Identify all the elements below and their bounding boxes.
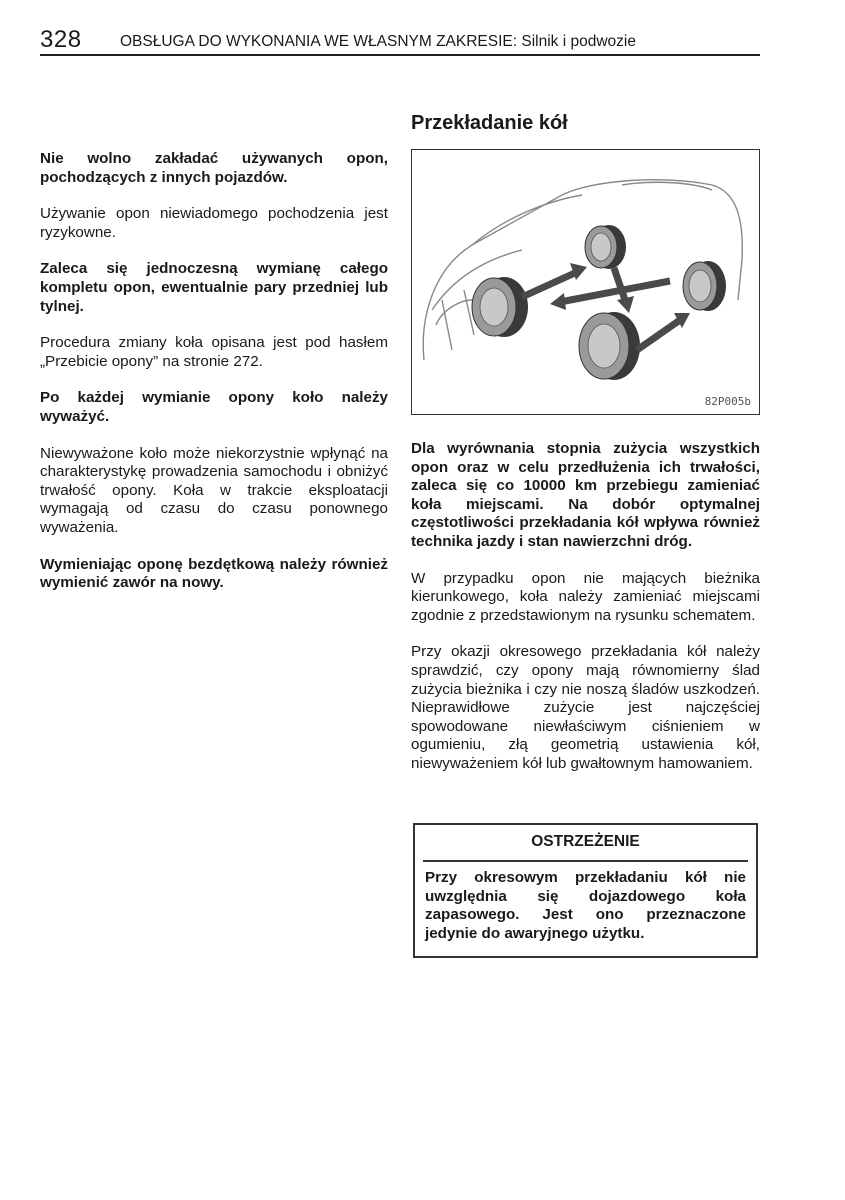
rear-left-wheel-icon — [585, 225, 626, 269]
right-column — [411, 440, 760, 792]
figure-code: 82P005b — [704, 395, 751, 408]
warning-divider — [423, 860, 748, 862]
left-column — [40, 150, 388, 611]
paragraph-used-tires-warning: Nie wolno zakładać używanych opon, pochodzących z innych pojazdów. — [40, 150, 388, 186]
front-left-wheel-icon — [472, 277, 528, 337]
rear-right-wheel-icon — [683, 261, 726, 311]
section-title: Przekładanie kół — [411, 112, 568, 134]
paragraph-non-directional: W przypadku opon nie mających bieżnika kierunkowego, koła należy zamieniać miejscami zgodnie z przedstawionym na rysunku schematem. — [411, 569, 760, 624]
paragraph-unknown-origin: Używanie opon niewiadomego pochodzenia jest ryzykowne. — [40, 205, 388, 241]
tire-rotation-figure — [411, 149, 760, 415]
warning-text: Przy okresowym przekładaniu kół nie uwzględnia się dojazdowego koła zapasowego. Jest ono przeznaczone jedynie do awaryjnego użytku. — [425, 869, 746, 942]
paragraph-tubeless-valve: Wymieniając oponę bezdętkową należy również wymienić zawór na nowy. — [40, 555, 388, 592]
front-right-wheel-icon — [579, 312, 640, 380]
header-title: OBSŁUGA DO WYKONANIA WE WŁASNYM ZAKRESIE: Silnik i podwozie — [120, 33, 636, 50]
paragraph-wear-check: Przy okazji okresowego przekładania kół należy sprawdzić, czy opony mają równomierny ślad zużycia bieżnika i czy nie noszą śladów uszkodzeń. Nieprawidłowe zużycie jest najczęściej spowodowane niewłaściwym ciśnieniem w ogumieniu, złą geometrią ustawienia kół, niewyważeniem kół lub gwałtownym hamowaniem. — [411, 643, 760, 772]
paragraph-balance-after-change: Po każdej wymianie opony koło należy wyważyć. — [40, 389, 388, 425]
warning-title: OSTRZEŻENIE — [531, 833, 640, 850]
paragraph-unbalanced-effects: Niewyważone koło może niekorzystnie wpłynąć na charakterystykę prowadzenia samochodu i obniżyć trwałość opony. Koła w trakcie eksploatacji wymagają od czasu do czasu ponownego wyważenia. — [40, 444, 388, 536]
page-header — [40, 24, 760, 56]
tire-rotation-illustration — [412, 150, 758, 413]
page-number: 328 — [40, 26, 82, 53]
paragraph-replace-set: Zaleca się jednoczesną wymianę całego kompletu opon, ewentualnie pary przedniej lub tylnej. — [40, 260, 388, 315]
paragraph-procedure-reference: Procedura zmiany koła opisana jest pod hasłem „Przebicie opony” na stronie 272. — [40, 334, 388, 370]
paragraph-rotation-interval: Dla wyrównania stopnia zużycia wszystkich opon oraz w celu przedłużenia ich trwałości, zaleca się co 10000 km przebiegu zamieniać koła miejscami. Na dobór optymalnej częstotliwości przekładania kół wpływa również technika jazdy i stan nawierzchni dróg. — [411, 440, 760, 550]
warning-box — [413, 823, 758, 958]
